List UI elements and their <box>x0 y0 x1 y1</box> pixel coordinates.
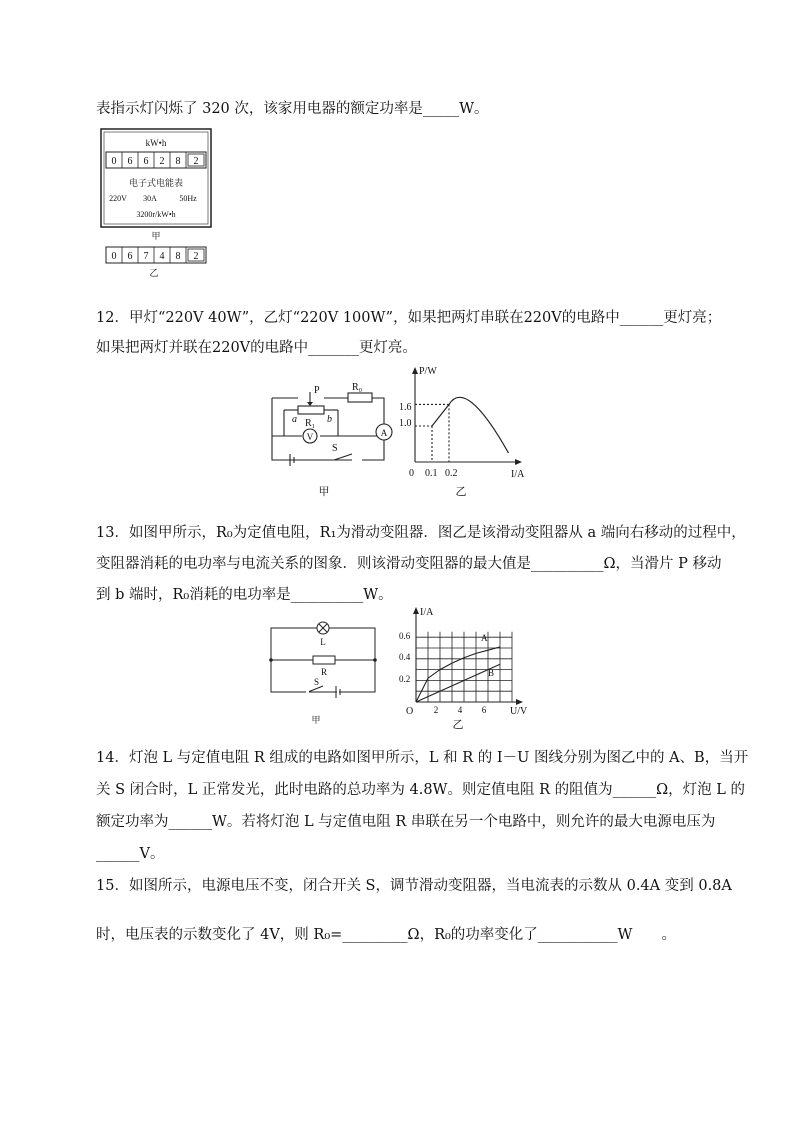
q14-circuit-svg <box>268 618 383 728</box>
q14-graph-label: 乙 <box>452 719 464 731</box>
meter-digit: 2 <box>159 156 165 167</box>
meter-name: 电子式电能表 <box>128 178 184 188</box>
q13-label-b: b <box>327 414 332 425</box>
meter-digit: 0 <box>111 156 117 167</box>
q14-circuit-label: 甲 <box>311 715 321 725</box>
q15-line-1: 15．如图所示，电源电压不变，闭合开关 S，调节滑动变阻器，当电流表的示数从 0.4A 变到 0.8A <box>96 878 732 894</box>
q13-xlabel: I/A <box>511 469 525 480</box>
meter-digit: 4 <box>159 251 165 262</box>
q14-graph-figure <box>396 604 536 738</box>
meter-spec: 220V <box>109 194 127 203</box>
meter-label-jia: 甲 <box>151 231 161 241</box>
q13-ylabel: P/W <box>419 366 437 377</box>
q13-power-curve <box>432 397 509 453</box>
q14-xlabel: U/V <box>510 706 528 717</box>
ammeter-icon: A <box>380 428 388 438</box>
q13-label-r0: R₀ <box>352 382 363 393</box>
q13-label-s: S <box>332 443 338 454</box>
q14-ytick: 0.6 <box>399 631 411 641</box>
q14-line-3: 额定功率为______W。若将灯泡 L 与定值电阻 R 串联在另一个电路中，则允许的最大电源电压为 <box>96 814 716 830</box>
q12-line-2: 如果把两灯并联在220V的电路中_______更灯亮。 <box>96 340 417 356</box>
q12-line-1: 12．甲灯“220V 40W”，乙灯“220V 100W”，如果把两灯串联在220V的电路中______更灯亮； <box>96 310 722 326</box>
meter-digit: 2 <box>193 251 199 262</box>
meter-digit: 0 <box>111 251 117 262</box>
q14-line-4: ______V。 <box>96 846 165 862</box>
q13-line-2: 变阻器消耗的电功率与电流关系的图象．则该滑动变阻器的最大值是__________Ω，当滑片 P 移动 <box>96 556 722 572</box>
q13-origin: 0 <box>409 468 414 479</box>
meter-digit: 2 <box>193 156 199 167</box>
q13-xtick: 0.2 <box>445 468 458 479</box>
q13-label-p: P <box>314 385 320 396</box>
q13-line-3: 到 b 端时，R₀消耗的电功率是__________W。 <box>96 587 393 603</box>
q14-ytick: 0.2 <box>399 674 411 684</box>
meter-spec: 30A <box>143 194 157 203</box>
q13-graph-svg <box>395 362 545 502</box>
q14-curve-a-label: A <box>481 633 488 643</box>
q14-xtick: 4 <box>457 705 463 715</box>
q14-grid <box>416 632 512 702</box>
meter-digit: 8 <box>175 156 181 167</box>
meter-digit: 8 <box>175 251 181 262</box>
electric-meter-svg <box>100 128 220 278</box>
q13-circuit-figure <box>262 380 402 504</box>
meter-label-yi: 乙 <box>149 268 159 278</box>
q13-graph-figure <box>395 362 545 506</box>
q14-circuit-figure <box>268 618 383 732</box>
q13-circuit-label: 甲 <box>318 486 330 498</box>
meter-digit: 6 <box>143 156 149 167</box>
q11-tail-line: 表指示灯闪烁了 320 次，该家用电器的额定功率是_____W。 <box>96 101 489 117</box>
meter-digit: 6 <box>127 156 133 167</box>
voltmeter-icon: V <box>306 432 314 442</box>
electric-meter-figure <box>100 128 220 282</box>
q14-line-2: 关 S 闭合时，L 正常发光，此时电路的总功率为 4.8W。则定值电阻 R 的阻值为______Ω，灯泡 L 的 <box>96 782 745 798</box>
q14-ytick: 0.4 <box>399 652 411 662</box>
q14-label-l: L <box>320 637 326 647</box>
q13-ytick: 1.0 <box>399 418 412 429</box>
meter-unit: kW•h <box>145 138 167 148</box>
meter-spec: 50Hz <box>179 194 197 203</box>
q14-graph-svg <box>396 604 536 734</box>
q14-line-1: 14．灯泡 L 与定值电阻 R 组成的电路如图甲所示，L 和 R 的 I－U 图线分别为图乙中的 A、B，当开 <box>96 750 749 766</box>
q14-label-s: S <box>314 677 320 687</box>
q15-line-2: 时，电压表的示数变化了 4V，则 R₀=_________Ω，R₀的功率变化了___________W 。 <box>96 927 676 943</box>
q13-ytick: 1.6 <box>399 402 412 413</box>
q14-ylabel: I/A <box>420 607 434 618</box>
meter-digit: 6 <box>127 251 133 262</box>
q13-circuit-svg <box>262 380 402 500</box>
q14-label-r: R <box>320 667 328 677</box>
q14-curve-b-label: B <box>488 668 495 678</box>
meter-digit: 7 <box>143 251 149 262</box>
meter-rate: 3200r/kW•h <box>136 210 176 219</box>
q14-xtick: 6 <box>481 705 487 715</box>
q13-line-1: 13．如图甲所示，R₀为定值电阻，R₁为滑动变阻器．图乙是该滑动变阻器从 a 端向右移动的过程中， <box>96 525 746 541</box>
q14-origin: O <box>406 706 414 717</box>
q13-xtick: 0.1 <box>425 468 438 479</box>
q13-label-r1: R₁ <box>305 418 316 429</box>
q13-label-a: a <box>292 414 297 425</box>
meter-digits-yi <box>112 247 205 263</box>
q13-graph-label: 乙 <box>455 486 467 498</box>
q14-xtick: 2 <box>433 705 439 715</box>
